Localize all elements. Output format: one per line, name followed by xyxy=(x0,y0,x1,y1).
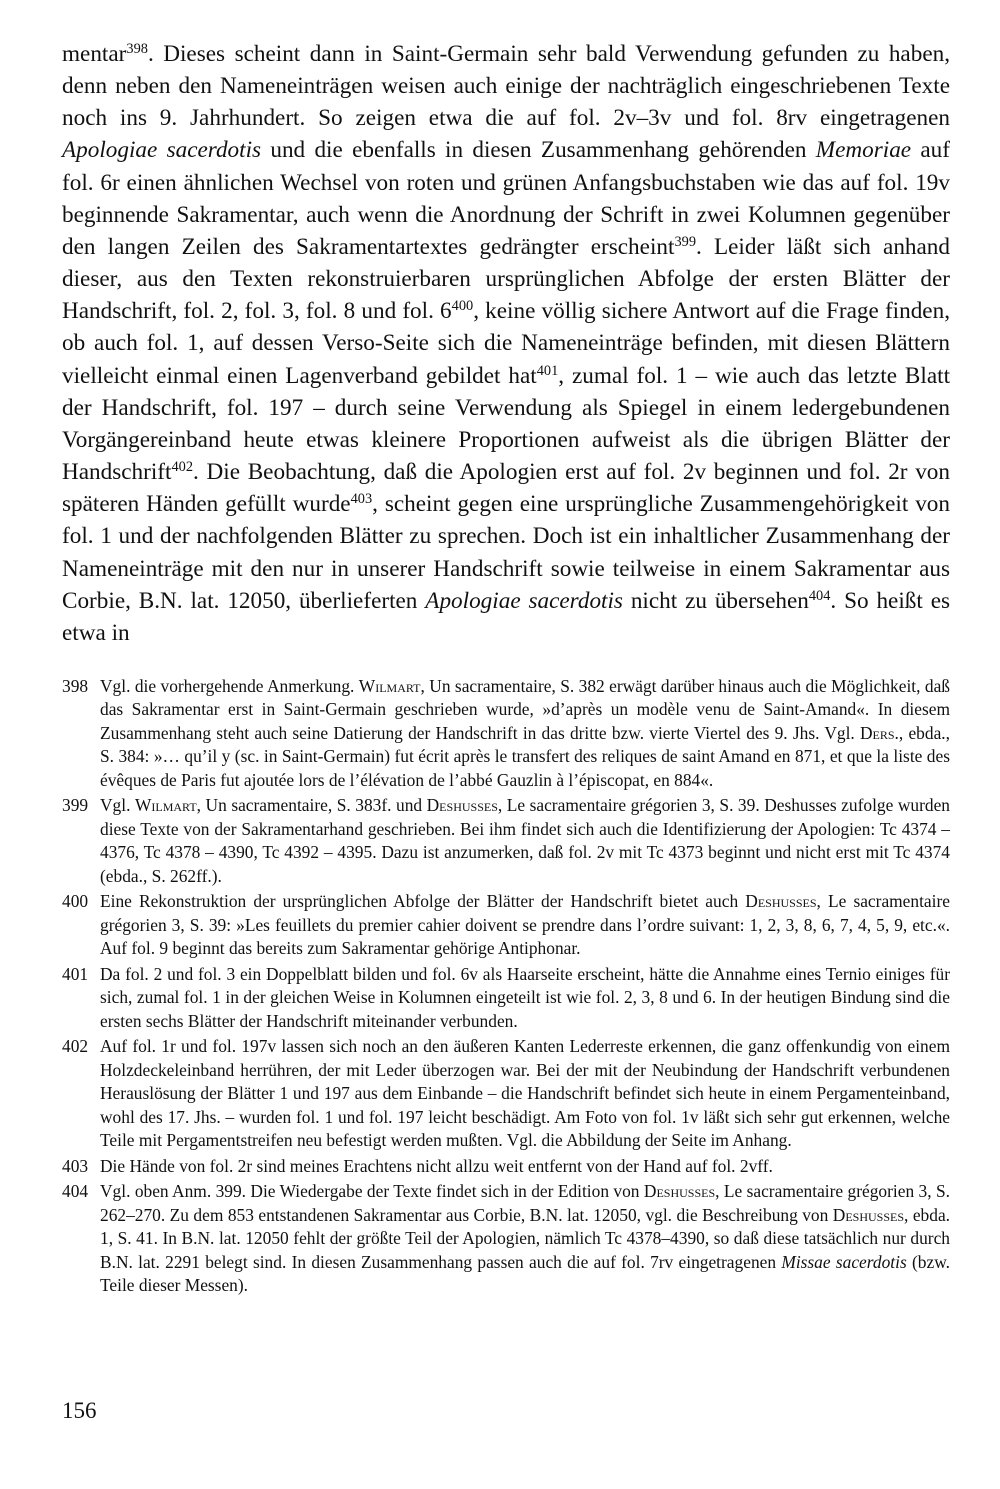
footnote-ref: 401 xyxy=(536,362,559,379)
text-run: Auf fol. 1r und fol. 197v lassen sich noch an den äußeren Kanten Lederreste erkennen, die ganz offenkundig von einem Holzdeckeleinband herrühren, der mit Leder überzogen war. Bei der mit der Neubindung der Handschrift verbundenen Herauslösung der Blätter 1 und 197 aus dem Einbande – die Handschrift befindet sich heute in einem Pergamenteinband, wohl des 17. Jhs. – wurden fol. 1 und fol. 197 leicht beschädigt. Am Foto von fol. 1v läßt sich sehr gut erkennen, welche Teile mit Pergamentstreifen neu befestigt werden mußten. Vgl. die Abbildung der Seite im Anhang. xyxy=(100,1036,950,1151)
italic-title: Apologiae sacerdotis xyxy=(425,587,623,614)
text-run: nicht zu übersehen xyxy=(622,587,809,614)
text-run: Da fol. 2 und fol. 3 ein Doppelblatt bilden und fol. 6v als Haarseite erscheint, hätte die Annahme eines Ternio einiges für sich, zumal fol. 1 in der gleichen Weise in Kolumnen eingeteilt ist wie fol. 2, 3, 8 und 6. In der heutigen Bindung sind die ersten sechs Blätter der Handschrift miteinander verbunden. xyxy=(100,963,950,1031)
author-name: Ders. xyxy=(859,722,899,743)
footnote xyxy=(62,1155,950,1179)
italic-title: Missae sacerdotis xyxy=(781,1251,907,1272)
footnote-number: 398 xyxy=(62,675,89,696)
text-run: , Un sacramentaire, S. 383f. und xyxy=(196,795,427,816)
author-name: Deshusses xyxy=(426,795,498,816)
text-run: , keine völlig sichere Antwort auf die Frage finden, ob auch fol. 1, auf dessen Verso-Seite sich die Nameneinträge befinden, mit diesen Blättern vielleicht einmal einen Lagenverband gebildet hat xyxy=(62,298,950,389)
footnote-ref: 404 xyxy=(808,587,831,604)
text-run: Vgl. xyxy=(100,795,135,816)
page-number: 156 xyxy=(62,1398,97,1423)
text-run: , zumal fol. 1 – wie auch das letzte Blatt der Handschrift, fol. 197 – durch seine Verwendung als Spiegel in einem ledergebundenen Vorgängereinband heute etwas kleinere Proportionen aufweist als die übrigen Blätter der Handschrift xyxy=(62,362,951,486)
footnote-ref: 399 xyxy=(674,234,696,251)
text-run: . So heißt es etwa in xyxy=(62,587,951,646)
footnote-text xyxy=(100,890,950,961)
italic-title: Apologiae sacerdotis xyxy=(62,137,262,164)
text-run: Vgl. oben Anm. 399. Die Wiedergabe der Texte findet sich in der Edition von xyxy=(100,1181,644,1202)
author-name: Deshusses xyxy=(643,1181,716,1202)
footnote-text xyxy=(100,963,950,1034)
footnotes xyxy=(62,675,950,1298)
footnote xyxy=(62,794,950,888)
book-page xyxy=(62,38,950,1300)
footnote-ref: 403 xyxy=(350,491,373,508)
body-paragraph xyxy=(62,38,950,649)
text-run: auf fol. 6r einen ähnlichen Wechsel von roten und grünen Anfangsbuchstaben wie das auf fol. 19v beginnende Sakramentar, auch wenn die Anordnung der Schrift in zwei Kolumnen gegenüber den langen Zeilen des Sakramentartextes gedrängter erscheint xyxy=(62,137,950,260)
text-run: Eine Rekonstruktion der ursprünglichen Abfolge der Blätter der Handschrift bietet auch xyxy=(100,891,746,912)
author-name: Deshusses xyxy=(832,1204,905,1225)
text-run: Die Hände von fol. 2r sind meines Erachtens nicht allzu weit entfernt von der Hand auf fol. 2vff. xyxy=(100,1155,773,1176)
footnote-ref: 398 xyxy=(126,41,148,58)
footnote xyxy=(62,1035,950,1153)
footnote xyxy=(62,1180,950,1298)
footnote-text xyxy=(100,1035,950,1153)
text-run: . Die Beobachtung, daß die Apologien erst auf fol. 2v beginnen und fol. 2r von späteren Händen gefüllt wurde xyxy=(62,459,950,518)
text-run: mentar xyxy=(62,41,127,67)
footnote-text xyxy=(100,1155,950,1179)
footnote-number: 403 xyxy=(62,1155,89,1176)
text-run: (bzw. Teile dieser Messen). xyxy=(100,1251,950,1296)
footnote-text xyxy=(100,794,950,888)
footnote-number: 399 xyxy=(62,795,89,816)
text-run: , ebda., S. 384: »… qu’il y (sc. in Saint-Germain) fut écrit après le transfert des reliques de saint Amand en 871, et que la liste des évêques de Paris fut ajoutée lors de l’élévation de l’abbé Gauzlin à l’épiscopat, en 884«. xyxy=(100,722,950,790)
main-text xyxy=(62,38,950,649)
text-run: . Dieses scheint dann in Saint-Germain sehr bald Verwendung gefunden zu haben, denn neben den Nameneinträgen weisen auch einige der nachträglich eingeschriebenen Texte noch ins 9. Jahrhundert. So zeigen etwa die auf fol. 2v–3v und fol. 8rv eingetragenen xyxy=(62,41,950,132)
footnote-number: 402 xyxy=(62,1036,89,1057)
text-run: und die ebenfalls in diesen Zusammenhang gehörenden xyxy=(261,137,816,164)
footnote-ref: 402 xyxy=(171,459,194,476)
footnote xyxy=(62,890,950,961)
text-run: , ebda. 1, S. 41. In B.N. lat. 12050 fehlt der größte Teil der Apologien, nämlich Tc 4378–4390, so daß diese tatsächlich nur durch B.N. lat. 2291 belegt sind. In diesen Zusammenhang passen auch die auf fol. 7rv eingetragenen xyxy=(100,1204,951,1272)
author-name: Wilmart xyxy=(134,795,197,816)
text-run: , Un sacramentaire, S. 382 erwägt darüber hinaus auch die Möglichkeit, daß das Sakramentar erst in Saint-Germain geschrieben wurde, »d’après un modèle venu de Saint-Amand«. In diesem Zusammenhang steht auch seine Datierung der Handschrift in das dritte bzw. vierte Viertel des 9. Jhs. Vgl. xyxy=(100,675,950,743)
text-run: , Le sacramentaire grégorien 3, S. 39: »Les feuillets du premier cahier doivent se prendre dans l’ordre suivant: 1, 2, 3, 8, 6, 7, 4, 5, 9, etc.«. Auf fol. 9 beginnt das bereits zum Sakramentar gehörige Antiphonar. xyxy=(100,891,950,959)
italic-title: Memoriae xyxy=(815,137,912,164)
text-run: . Leider läßt sich anhand dieser, aus den Texten rekonstruierbaren ursprünglichen Abfolge der ersten Blätter der Handschrift, fol. 2, fol. 3, fol. 8 und fol. 6 xyxy=(62,233,950,325)
text-run: , Le sacramentaire grégorien 3, S. 262–270. Zu dem 853 entstandenen Sakramentar aus Corbie, B.N. lat. 12050, vgl. die Beschreibung von xyxy=(100,1181,951,1225)
footnote xyxy=(62,675,950,793)
footnote-text xyxy=(100,675,950,793)
footnote-text xyxy=(100,1180,950,1298)
footnote-number: 404 xyxy=(62,1181,89,1202)
footnote-ref: 400 xyxy=(451,298,474,315)
footnote-number: 401 xyxy=(62,963,89,984)
text-run: , Le sacramentaire grégorien 3, S. 39. Deshusses zufolge wurden diese Texte von der Sakramentarhand geschrieben. Bei ihm findet sich auch die Identifizierung der Apologien: Tc 4374 – 4376, Tc 4378 – 4390, Tc 4392 – 4395. Dazu ist anzumerken, daß fol. 2v mit Tc 4373 beginnt und nicht erst mit Tc 4374 (ebda., S. 262ff.). xyxy=(100,795,950,886)
footnote-number: 400 xyxy=(62,891,89,912)
footnote xyxy=(62,963,950,1034)
text-run: , scheint gegen eine ursprüngliche Zusammengehörigkeit von fol. 1 und der nachfolgenden Blätter zu sprechen. Doch ist ein inhaltlicher Zusammenhang der Nameneinträge mit den nur in unserer Handschrift sowie teilweise in einem Sakramentar aus Corbie, B.N. lat. 12050, überlieferten xyxy=(62,491,950,614)
text-run: Vgl. die vorhergehende Anmerkung. xyxy=(100,675,359,696)
author-name: Wilmart xyxy=(358,675,421,696)
author-name: Deshusses xyxy=(745,891,817,912)
